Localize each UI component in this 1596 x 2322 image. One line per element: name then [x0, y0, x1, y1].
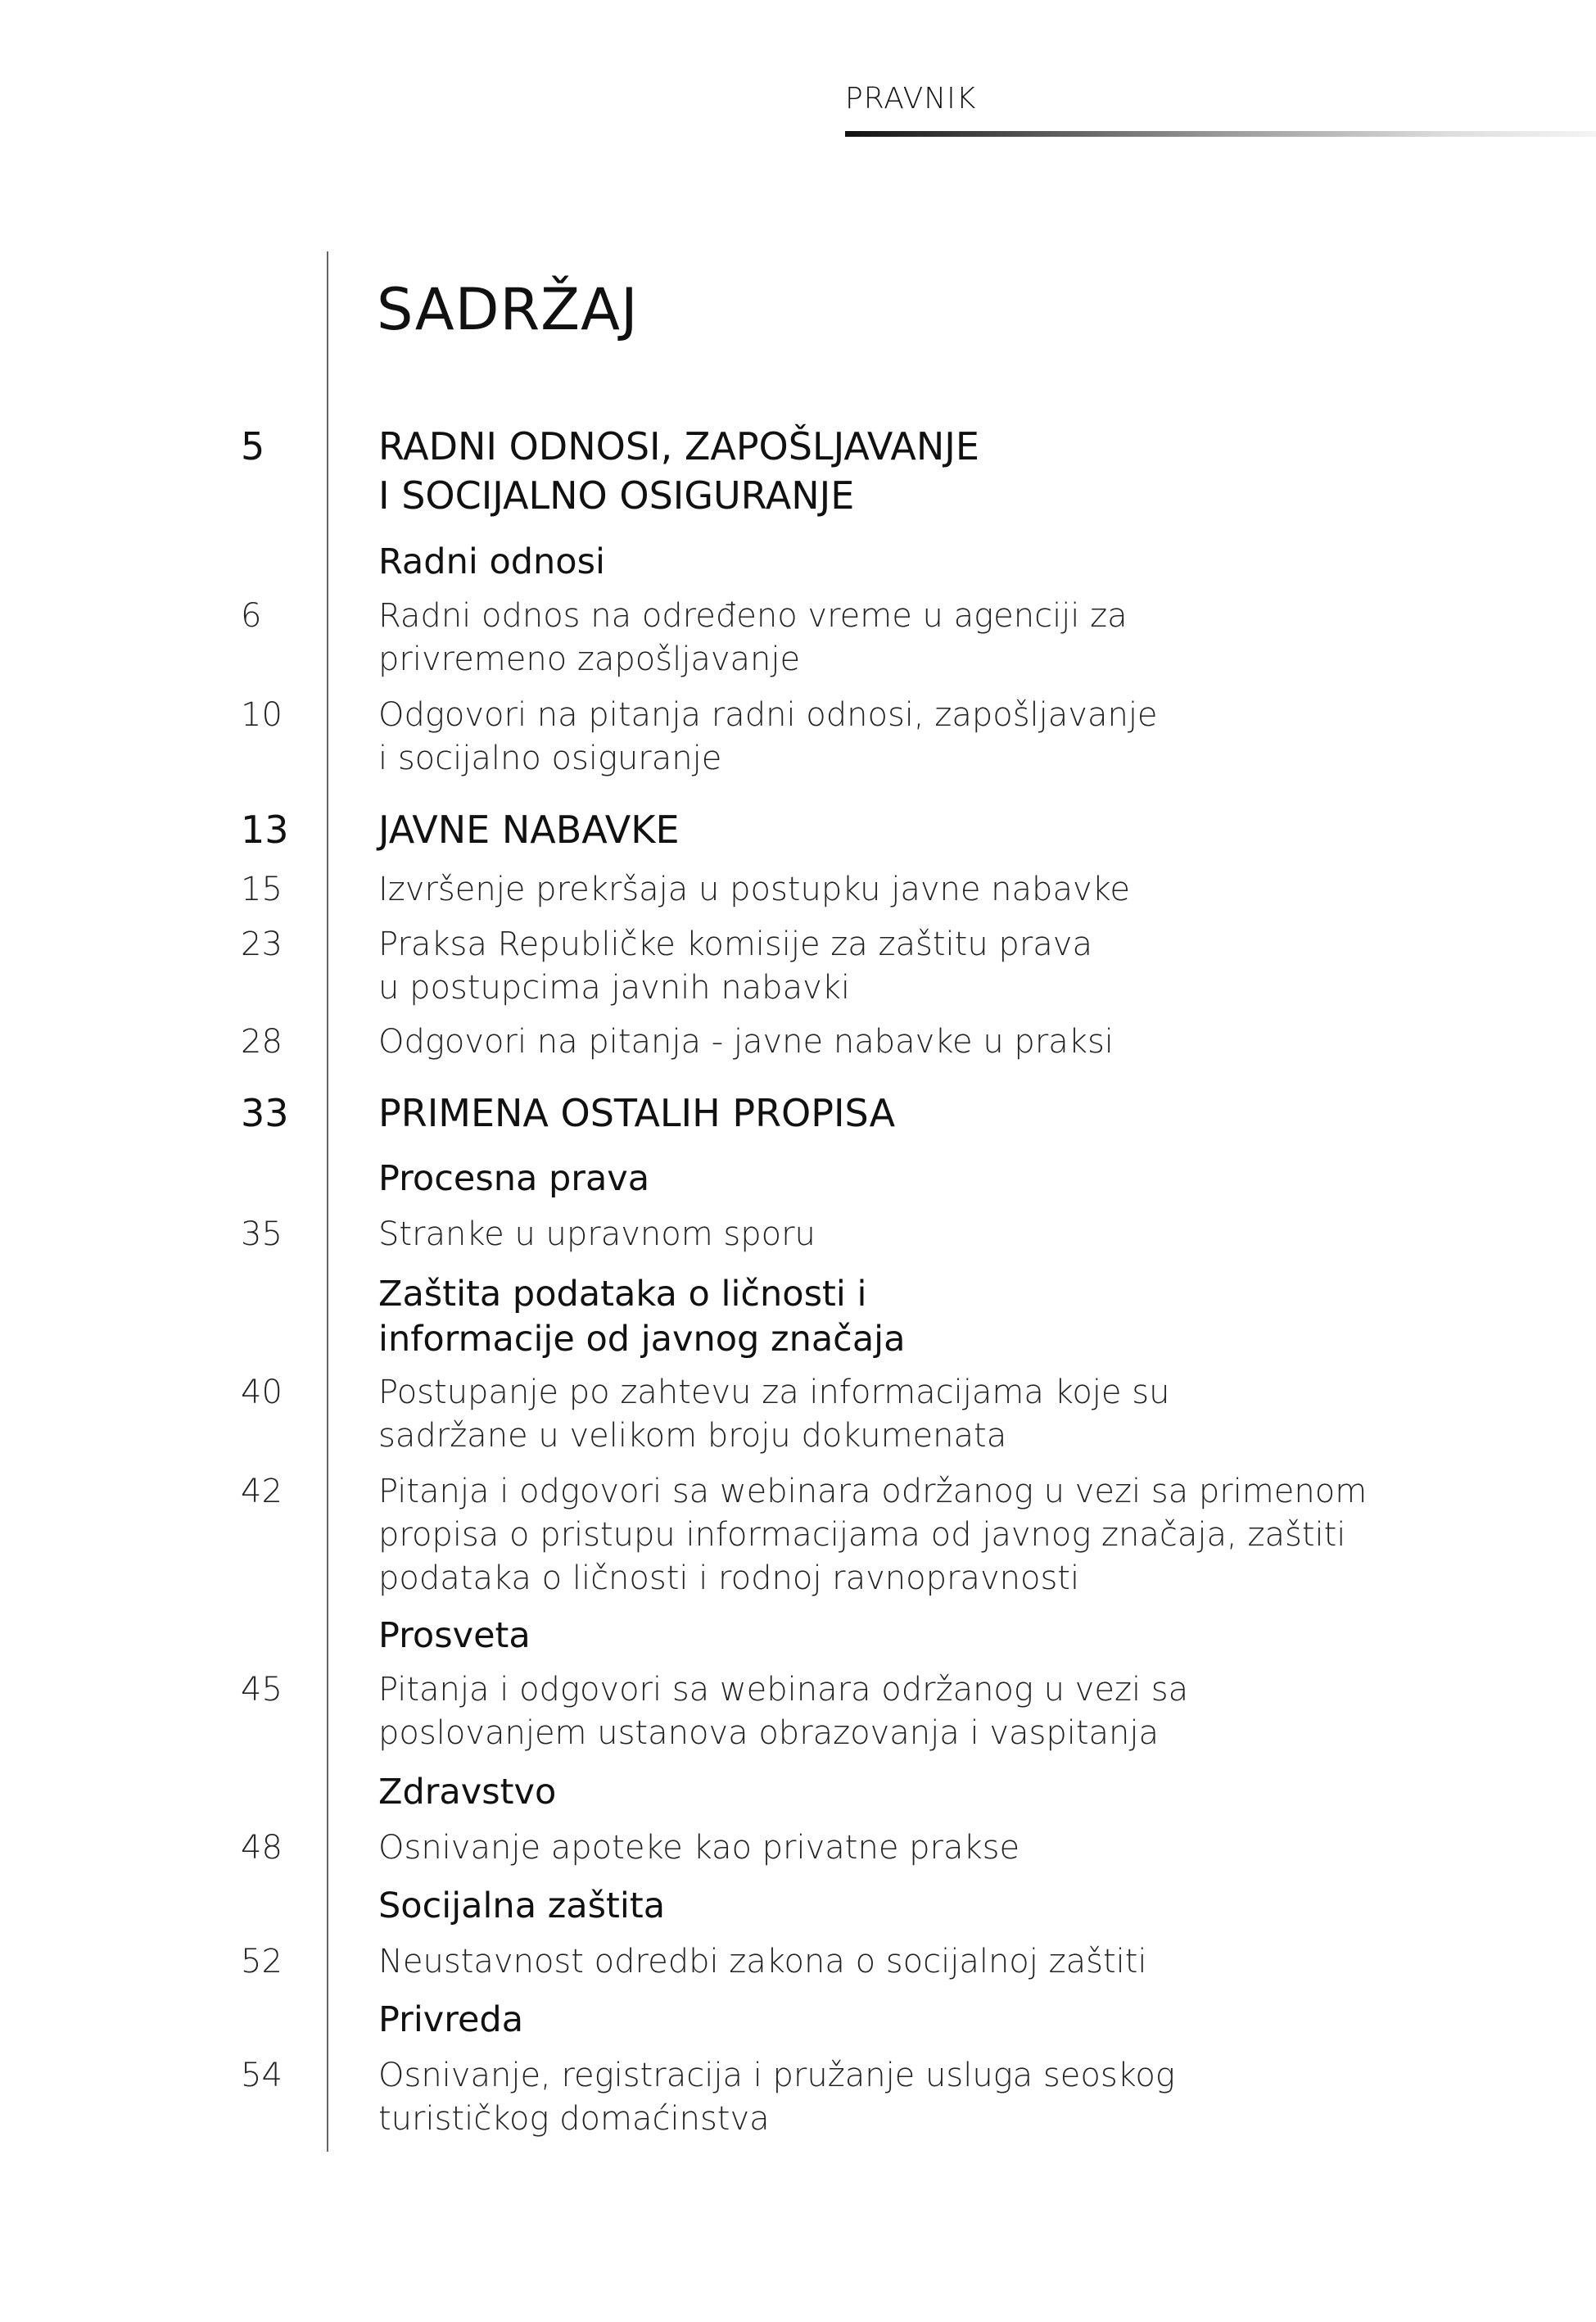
toc-item-title: Osnivanje, registracija i pružanje usluga seoskog turističkog domaćinstva — [378, 2057, 1175, 2138]
toc-subsection-title: Zaštita podataka o ličnosti i informacije od javnog značaja — [378, 1274, 906, 1360]
toc-page-number: 15 — [241, 871, 283, 908]
toc-section-title: JAVNE NABAVKE — [378, 808, 680, 852]
toc-subsection-title: Prosveta — [378, 1615, 531, 1656]
toc-item-title: Pitanja i odgovori sa webinara održanog u vezi sa primenom propisa o pristupu informacijama od javnog značaja, zaštiti podataka o ličnosti i rodnoj ravnopravnosti — [378, 1473, 1368, 1597]
toc-item-title: Pitanja i odgovori sa webinara održanog u vezi sa poslovanjem ustanova obrazovanja i vaspitanja — [378, 1671, 1189, 1752]
toc-item-title: Stranke u upravnom sporu — [378, 1215, 816, 1253]
toc-page-number: 6 — [241, 597, 262, 635]
toc-subsection-title: Zdravstvo — [378, 1772, 557, 1813]
vertical-divider — [327, 251, 328, 2152]
toc-page-number: 13 — [241, 808, 289, 852]
header-gradient-rule — [845, 131, 1596, 137]
toc-subsection-title: Radni odnosi — [378, 541, 605, 582]
toc-item-title: Neustavnost odredbi zakona o socijalnoj zaštiti — [378, 1943, 1147, 1980]
toc-page-number: 48 — [241, 1829, 283, 1867]
toc-page-number: 45 — [241, 1671, 283, 1709]
toc-item-title: Odgovori na pitanja radni odnosi, zapošljavanje i socijalno osiguranje — [378, 696, 1158, 777]
toc-item-title: Izvršenje prekršaja u postupku javne nabavke — [378, 871, 1130, 908]
toc-item-title: Postupanje po zahtevu za informacijama koje su sadržane u velikom broju dokumenata — [378, 1374, 1170, 1455]
toc-page-number: 42 — [241, 1473, 283, 1510]
toc-page-number: 28 — [241, 1023, 283, 1061]
toc-page-number: 35 — [241, 1215, 283, 1253]
toc-page-number: 10 — [241, 696, 283, 734]
toc-page-number: 54 — [241, 2057, 283, 2094]
toc-item-title: Praksa Republičke komisije za zaštitu prava u postupcima javnih nabavki — [378, 926, 1092, 1007]
page-title: SADRŽAJ — [377, 275, 639, 343]
running-head: PRAVNIK — [845, 82, 977, 115]
toc-page-number: 23 — [241, 926, 283, 963]
toc-section-title: PRIMENA OSTALIH PROPISA — [378, 1091, 896, 1135]
toc-page-number: 33 — [241, 1091, 289, 1135]
toc-page-number: 5 — [241, 424, 265, 468]
toc-subsection-title: Privreda — [378, 1999, 524, 2040]
toc-item-title: Osnivanje apoteke kao privatne prakse — [378, 1829, 1020, 1867]
toc-item-title: Odgovori na pitanja - javne nabavke u praksi — [378, 1023, 1114, 1061]
toc-item-title: Radni odnos na određeno vreme u agenciji za privremeno zapošljavanje — [378, 597, 1128, 678]
toc-page-number: 40 — [241, 1374, 283, 1411]
toc-subsection-title: Socijalna zaštita — [378, 1885, 666, 1926]
toc-page-number: 52 — [241, 1943, 283, 1980]
toc-section-title: RADNI ODNOSI, ZAPOŠLJAVANJE I SOCIJALNO OSIGURANJE — [378, 424, 979, 518]
toc-subsection-title: Procesna prava — [378, 1158, 650, 1199]
